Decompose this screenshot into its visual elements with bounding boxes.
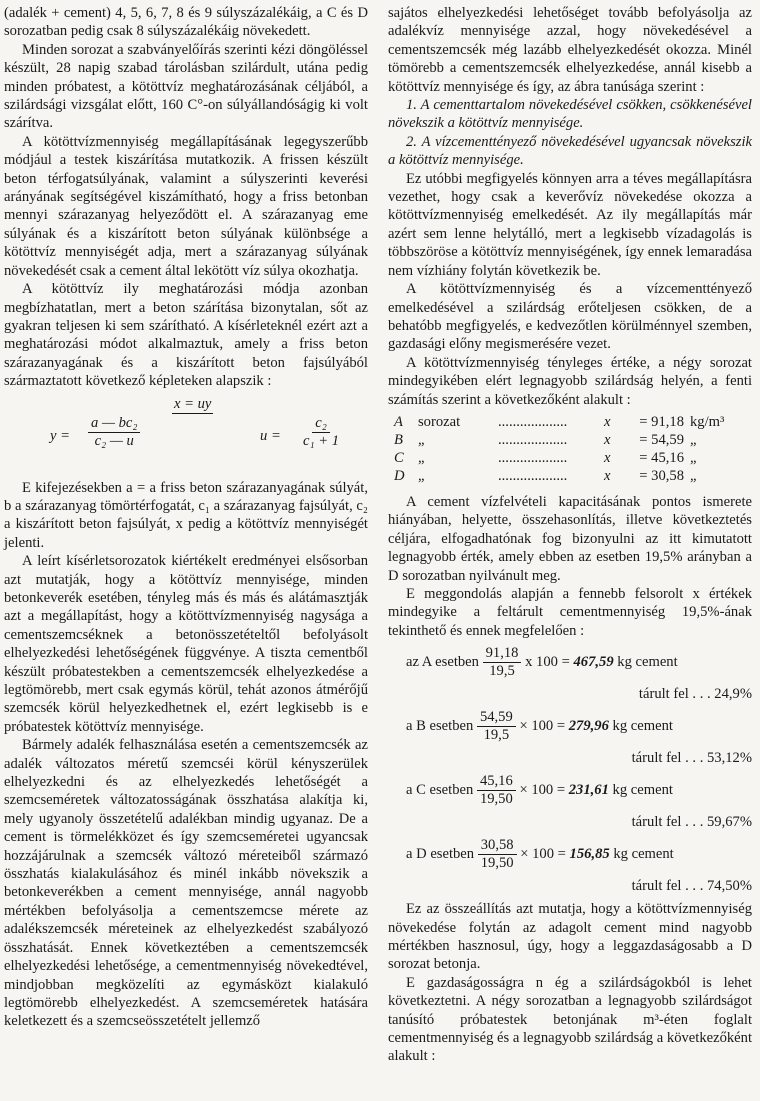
calc-tail: tárult fel . . . 59,67% (631, 814, 752, 831)
row-text: „ (418, 467, 425, 484)
calc-unit: kg cement (612, 717, 673, 734)
row-text: „ (418, 431, 425, 448)
calc-denominator: 19,50 (480, 854, 514, 871)
calc-denominator: 19,5 (483, 726, 510, 743)
table-row (388, 431, 752, 449)
calc-line (388, 834, 752, 874)
paragraph: Ez utóbbi megfigyelés könnyen arra a téves megállapításra vezethet, hogy csak a keverővíz növekedése okozza a kötöttvízmennyiség emelkedését. Az ily megállapítás már azért sem lenne helytálló, mert a legkisebb vízadagolás is többszöröse a kötöttvíz mennyiségének, így ennek lemaradása nem vízhiány folytán következik be. (388, 170, 752, 279)
row-unit: kg/m³ (690, 413, 725, 430)
calc-result: 231,61 (568, 781, 609, 798)
paragraph: (adalék + cement) 4, 5, 6, 7, 8 és 9 súlyszázalékáig, a C és D sorozatban pedig csak 8 súlyszázalékáig növekedett. (4, 5, 368, 40)
row-value: = 91,18 (639, 413, 684, 430)
left-column (4, 4, 368, 1031)
calc-result: 467,59 (573, 653, 614, 670)
calc-line (388, 770, 752, 810)
calc-tail: tárult fel . . . 24,9% (638, 686, 752, 703)
calc-prefix: a B esetben (406, 717, 474, 734)
row-label: A (394, 413, 403, 430)
paragraph: A leírt kísérletsorozatok kiértékelt eredményei elsősorban azt mutatják, hogy a kötöttvíz mennyisége, minden betonkeverék esetében, tényleg más és más és alátámasztják azt a megállapítást, hogy a kötöttvízmennyiség nagysága a cementszemcséknek a betonösszetételtől befolyásolt elhelyezkedési lehetőségének függvénye. A tiszta cementből készült próbatestekben a cementszemcsék elhelyezkedése a legtömörebb, mert csak egymás körül, tehát azonos átmérőjű szemcsék körül helyezkedhetnek el, ezért legkisebb is e próbatestek kötöttvíz mennyisége. (4, 553, 368, 735)
formula-y-denominator: c₂ — u (94, 432, 134, 449)
calc-prefix: a C esetben (406, 781, 474, 798)
paragraph: A kötöttvízmennyiség és a vízcementtényező emelkedésével a szilárdság erőteljesen csökken, de a behatóbb megfigyelés, e kedvezőtlen körülménnyel szemben, gazdasági előny megismerésére vezet. (388, 281, 752, 353)
calc-numerator: 45,16 (477, 773, 516, 791)
calc-tail: tárult fel . . . 74,50% (631, 878, 752, 895)
formula-u-numerator: c₂ (312, 415, 330, 433)
conclusion-item: 2. A vízcementtényező növekedésével ugyancsak növekszik a kötöttvíz mennyisége. (388, 133, 752, 169)
calc-fraction (477, 709, 516, 744)
table-row (388, 467, 752, 485)
leader-dots: ................... (498, 467, 568, 484)
row-unit: „ (690, 431, 697, 448)
calc-unit: kg cement (617, 653, 678, 670)
calc-multiplier: × 100 = (520, 845, 566, 862)
row-label: C (394, 449, 404, 466)
row-text: sorozat (418, 413, 461, 430)
formula-x: x = uy (172, 395, 213, 414)
leader-dots: ................... (498, 413, 568, 430)
row-label: B (394, 431, 403, 448)
calc-numerator: 54,59 (477, 709, 516, 727)
row-text: „ (418, 449, 425, 466)
formula-u-fraction (300, 415, 342, 450)
paragraph: A kötöttvíz ily meghatározási módja azonban megbízhatatlan, mert a beton szárítása bizonytalan, sőt az gyakran teljesen ki sem szárítható. A kísérleteknél ezért azt a meghatározási módot alkalmaztuk, amely a friss beton szárazanyagának és a kiszárított beton fajsúlyából származtatott következő képleteken alapszik : (4, 281, 368, 390)
formula-y-fraction (88, 415, 140, 450)
paragraph: sajátos elhelyezkedési lehetőséget tovább befolyásolja az adalékvíz mennyisége azzal, hogy növekedésével a cementszemcsék még lazább elhelyezkedését okozza. Minél tömörebb a cementszemcsék elhelyezkedése, annál kisebb a kötöttvíz mennyisége és így, az ábra tanúsága szerint : (388, 5, 752, 95)
calc-result: 279,96 (568, 717, 609, 734)
calc-fraction (478, 837, 517, 872)
row-value: = 45,16 (639, 449, 684, 466)
calc-unit: kg cement (613, 845, 674, 862)
calc-fraction (483, 645, 522, 680)
paragraph: A kötöttvízmennyiség tényleges értéke, a négy sorozat mindegyikében elért legnagyobb szilárdság helyén, a fenti számítás szerint a következőként alakult : (388, 354, 752, 408)
calc-unit: kg cement (612, 781, 673, 798)
formula-y-lhs: y = (50, 427, 70, 444)
row-label: D (394, 467, 405, 484)
calc-line (388, 642, 752, 682)
leader-dots: ................... (498, 449, 568, 466)
paragraph: A kötöttvízmennyiség megállapításának legegyszerűbb módjául a testek kiszárítása mutatkozik. A frissen készült beton térfogatsúlyának, valamint a súlyszerinti keverési arányának segítségével kiszámítható, hogy a friss betonban mennyi szárazanyag helyeződött el. A szárazanyag eme súlyának és a kiszárított beton súlyának különbsége a kötöttvíz mennyiségét adja, mert a szárazanyag súlyának növekedését csak a cement által lekötött víz súlya okozhatja. (4, 133, 368, 279)
row-value: = 54,59 (639, 431, 684, 448)
calc-prefix: a D esetben (406, 845, 475, 862)
calc-numerator: 91,18 (483, 645, 522, 663)
formula-y-numerator: a — bc₂ (88, 415, 140, 433)
calc-result: 156,85 (569, 845, 610, 862)
paragraph: Bármely adalék felhasználása esetén a cementszemcsék az adalék változatos méretű szemcséi körül kényszerülek elhelyezkedni és az elhelyezkedés lehetőségét a szemcseméretek változatosságának összhatása alakítja ki, mely ugyanoly összetételű adalékban mindig ugyanaz. De a cement is törmelékközet és így szemcseméretei ugyancsak hozzájárulnak a szemcsék változó méreteiből származó összhatás kialakulásához és minél inkább növekszik a betonkeverékben a cement mennyisége, annál nagyobb mértékben befolyásolja a cementszemcse mérete az adalékszemcsék méreteinek az elhelyezkedést szabályozó összhatását. Ennek következtében a cementszemcsék elhelyezkedési lehetősége, a cementmennyiség növekedtével, mindjobban megközelíti az egymásközt kialakuló legtömörebb elhelyezkedést. A szemcseméretek hatására keletkezett és a szemcseösszetételt jellemző (4, 737, 368, 1030)
calculation-block (388, 642, 752, 898)
bound-water-table (388, 413, 752, 485)
calc-line (388, 706, 752, 746)
calc-denominator: 19,50 (479, 790, 513, 807)
row-variable: x (604, 413, 611, 430)
leader-dots: ................... (498, 431, 568, 448)
conclusion-item: 1. A cementtartalom növekedésével csökken, csökkenésével növekszik a kötöttvíz mennyisége. (388, 97, 752, 132)
formula-block (4, 395, 368, 473)
calc-tail: tárult fel . . . 53,12% (631, 750, 752, 767)
row-unit: „ (690, 467, 697, 484)
row-variable: x (604, 467, 611, 484)
paragraph: Minden sorozat a szabványelőírás szerinti kézi döngöléssel készült, 28 napig szabad tárolásban szilárdult, utána pedig minden próbatest, a kötöttvíz meghatározásának céljából, a szilárdsági vizsgálat előtt, 160 C°-on súlyállandóságig ki volt szárítva. (4, 41, 368, 132)
paragraph: Ez az összeállítás azt mutatja, hogy a kötöttvízmennyiség növekedése folytán az adagolt cement mind nagyobb mértékben hasznosul, úgy, hogy a leggazdaságosabb a D sorozat betonja. (388, 901, 752, 973)
paragraph: E gazdaságosságra n ég a szilárdságokból is lehet következtetni. A négy sorozatban a legnagyobb szilárdságot tanúsító próbatestek betonjának m³-éten foglalt cementmennyiség és a legnagyobb szilárdság a következőként alakult : (388, 974, 752, 1065)
calc-prefix: az A esetben (406, 653, 479, 670)
calc-multiplier: × 100 = (519, 717, 566, 734)
formula-u-denominator: c₁ + 1 (303, 432, 339, 449)
row-variable: x (604, 449, 611, 466)
table-row (388, 413, 752, 431)
calc-fraction (477, 773, 516, 808)
paragraph: E meggondolás alapján a fennebb felsorolt x értékek mindegyike a feltárult cementmennyiség 19,5%-ának tekinthető és ennek megfelelően : (388, 585, 752, 639)
calc-denominator: 19,5 (489, 662, 515, 679)
paragraph: A cement vízfelvételi kapacitásának pontos ismerete hiányában, helyette, összehasonlítás, illetve következtetés céljára, elfogadhatónak fog bizonyulni az itt kimutatott legnagyobb érték, amely ebben az esetben 19,5% arányban a D sorozatban nyilvánult meg. (388, 493, 752, 584)
table-row (388, 449, 752, 467)
calc-multiplier: x 100 = (525, 653, 570, 670)
row-value: = 30,58 (639, 467, 684, 484)
formula-u-lhs: u = (260, 427, 281, 444)
paragraph: E kifejezésekben a = a friss beton szárazanyagának súlyát, b a szárazanyag tömörtérfogatát, c₁ a szárazanyag fajsúlyát, c₂ a kiszárított beton fajsúlyát, x pedig a kötöttvíz mennyiségét jelenti. (4, 479, 368, 551)
row-unit: „ (690, 449, 697, 466)
right-column (388, 4, 752, 1066)
row-variable: x (604, 431, 611, 448)
calc-numerator: 30,58 (478, 837, 517, 855)
calc-multiplier: × 100 = (519, 781, 566, 798)
